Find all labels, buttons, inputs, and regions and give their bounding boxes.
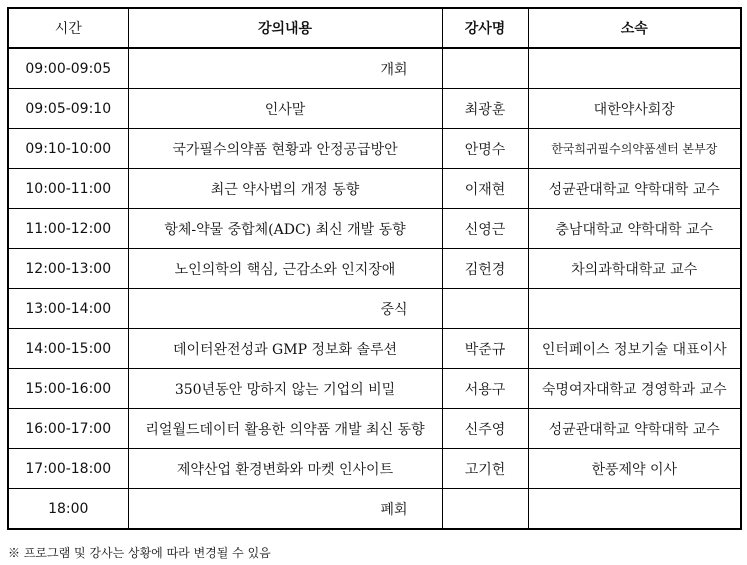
topic-cell: 제약산업 환경변화와 마켓 인사이트: [128, 449, 442, 489]
speaker-cell: [442, 489, 528, 530]
table-row: [8, 289, 741, 329]
time-cell: 09:10-10:00: [8, 129, 128, 169]
table-row: [8, 89, 741, 129]
time-cell: 17:00-18:00: [8, 449, 128, 489]
speaker-cell: 신주영: [442, 409, 528, 449]
speaker-cell: 박준규: [442, 329, 528, 369]
topic-cell: 데이터완전성과 GMP 정보화 솔루션: [128, 329, 442, 369]
time-cell: 18:00: [8, 489, 128, 530]
table-row: [8, 449, 741, 489]
speaker-cell: 고기헌: [442, 449, 528, 489]
header-speaker: 강사명: [442, 8, 528, 48]
speaker-cell: [442, 289, 528, 329]
topic-cell: 인사말: [128, 89, 442, 129]
affiliation-cell: 성균관대학교 약학대학 교수: [528, 169, 741, 209]
header-time: 시간: [8, 8, 128, 48]
time-cell: 09:00-09:05: [8, 48, 128, 89]
affiliation-cell: 인터페이스 정보기술 대표이사: [528, 329, 741, 369]
time-cell: 09:05-09:10: [8, 89, 128, 129]
affiliation-cell: 숙명여자대학교 경영학과 교수: [528, 369, 741, 409]
affiliation-cell: [528, 289, 741, 329]
speaker-cell: 신영근: [442, 209, 528, 249]
header-row: [8, 8, 741, 48]
time-cell: 12:00-13:00: [8, 249, 128, 289]
topic-cell: 국가필수의약품 현황과 안정공급방안: [128, 129, 442, 169]
topic-cell: 개회: [128, 48, 442, 89]
header-affiliation: 소속: [528, 8, 741, 48]
affiliation-cell: 차의과학대학교 교수: [528, 249, 741, 289]
topic-cell: 최근 약사법의 개정 동향: [128, 169, 442, 209]
table-row: [8, 369, 741, 409]
affiliation-cell: 한풍제약 이사: [528, 449, 741, 489]
speaker-cell: 김헌경: [442, 249, 528, 289]
table-row: [8, 169, 741, 209]
affiliation-cell: 성균관대학교 약학대학 교수: [528, 409, 741, 449]
time-cell: 14:00-15:00: [8, 329, 128, 369]
table-row: [8, 48, 741, 89]
topic-cell: 노인의학의 핵심, 근감소와 인지장애: [128, 249, 442, 289]
time-cell: 10:00-11:00: [8, 169, 128, 209]
table-row: [8, 249, 741, 289]
topic-cell: 폐회: [128, 489, 442, 530]
table-row: [8, 209, 741, 249]
speaker-cell: [442, 48, 528, 89]
topic-cell: 350년동안 망하지 않는 기업의 비밀: [128, 369, 442, 409]
topic-cell: 리얼월드데이터 활용한 의약품 개발 최신 동향: [128, 409, 442, 449]
affiliation-cell: [528, 48, 741, 89]
table-row: [8, 329, 741, 369]
topic-cell: 항체-약물 중합체(ADC) 최신 개발 동향: [128, 209, 442, 249]
speaker-cell: 서용구: [442, 369, 528, 409]
speaker-cell: 최광훈: [442, 89, 528, 129]
header-topic: 강의내용: [128, 8, 442, 48]
affiliation-cell: 대한약사회장: [528, 89, 741, 129]
topic-cell: 중식: [128, 289, 442, 329]
footnote: ※ 프로그램 및 강사는 상황에 따라 변경될 수 있음: [8, 546, 271, 560]
time-cell: 16:00-17:00: [8, 409, 128, 449]
schedule-table: [7, 7, 742, 530]
speaker-cell: 안명수: [442, 129, 528, 169]
speaker-cell: 이재현: [442, 169, 528, 209]
table-row: [8, 489, 741, 530]
table-row: [8, 409, 741, 449]
table-row: [8, 129, 741, 169]
affiliation-cell: 한국희귀필수의약품센터 본부장: [528, 129, 741, 169]
affiliation-cell: [528, 489, 741, 530]
time-cell: 15:00-16:00: [8, 369, 128, 409]
affiliation-cell: 충남대학교 약학대학 교수: [528, 209, 741, 249]
time-cell: 11:00-12:00: [8, 209, 128, 249]
time-cell: 13:00-14:00: [8, 289, 128, 329]
